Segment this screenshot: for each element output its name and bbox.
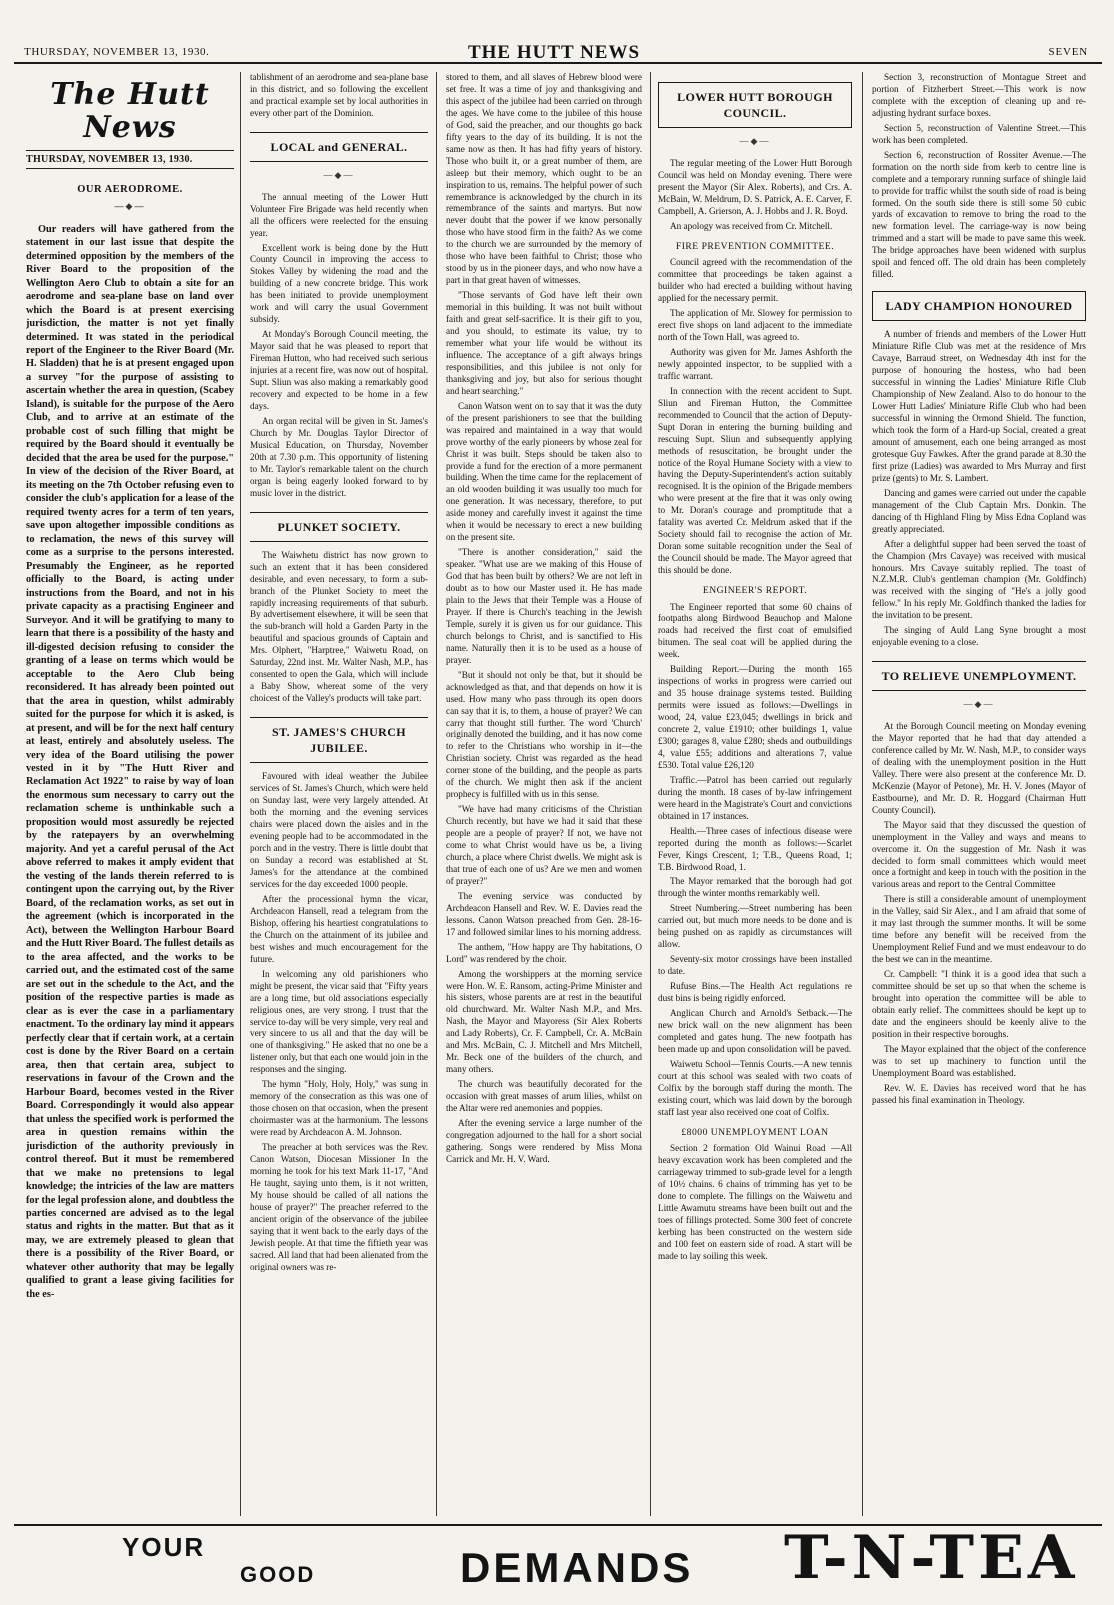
ad-your-text: YOUR <box>122 1532 206 1562</box>
column-rule <box>862 72 863 1516</box>
ad-demands-text: DEMANDS <box>460 1544 694 1591</box>
article-columns <box>14 72 1102 1520</box>
council-paragraph: Seventy-six motor crossings have been installed to date. <box>658 954 852 977</box>
editorial-paragraph: Our readers will have gathered from the statement in our last issue that despite the determined opposition by the members of the River Board to the proposition of the Wellington Aero Club to obtain a site for an aerodrome and sea-plane base on land over which the Board is at present exercising jurisdiction, the matter is not yet finally determined. It was stated in the periodical report of the Engineer to the River Board (Mr. H. Sladden) that he is at present engaged upon a survey "for the purpose of assisting to ascertain whether the area in question, (Scabey Island), is suitable for the purpose of the Aero Club, and to arrive at an estimate of the probable cost of such filling that might be required by the Board should it eventually be decided that the area be used for the purpose." In view of the decision of the River Board, at its meeting on the 7th October refusing even to consider the club's application for a lease of the required twenty acres for a term of ten years, save upon altogether impossible conditions as to reclamation, the news of this survey will come as a surprise to the persons interested. Presumably the Engineer, as he reported officially to the Board, is acting under instructions from the Board, and not in his private capacity as a practising Engineer and Surveyor. And it will be gratifying to many to learn that there is a possibility of the hasty and ill-digested decision refusing to consider the granting of a lease on terms which would be acceptable to the Aero Club being reconsidered. It has already been pointed out that the area in question, whilst admirably suited for the purpose for which it is asked, is at present, and will be for the next half century at least, entirely and absolutely useless. The very idea of the Board utilising the power vested in it by "The Hutt River and Reclamation Act 1922" to raise by way of loan the enormous sum necessary to carry out the reclamation scheme is unthinkable such a proposition would most assuredly be rejected by the ratepayers by an overwhelming majority. And yet a careful perusal of the Act above referred to makes it amply evident that the vesting of the lands therein referred to is contingent upon the carrying out, by the River Board, of the reclamation works, as set out in the agreement (which is incorporated in the Act), between the Wellington Harbour Board and the Hutt River Board. The fullest details as to the area affected, and the works to be carried out, and the estimated cost of the same are set out in the schedule to the Act, and the position of the respective parties is made as clear as is ever the case in a parliamentary enactment. To the ordinary lay mind it appears perfectly clear that if certain work, at a certain cost is done by the River Board on a certain area, then that certain area, subject to reservations in favour of the Crown and the Harbour Board, becomes vested in the River Board. Correspondingly it would also appear that unless the specified work is performed the area in question remains within the jurisdiction of the authority previously in control thereof. But it must be remembered that we make no pretensions to legal knowledge; the intricies of the law are matters for the legal profession alone, and doubtless the parties concerned are advised as to the legal status and rights in the matter. But that as it may, we are extremely pleased to glean that there is a possibility of the River Board, or whatever other authority that may be legally qualified to grant a lease giving facilities for the es- <box>26 223 234 1300</box>
editorial-continuation: tablishment of an aerodrome and sea-plane base in this district, and so following the excellent and practical example set by local authorities in every other part of the Dominion. <box>250 72 428 118</box>
unemployment-paragraph: The Mayor explained that the object of the conference was to set up machinery to function until the Unemployment Board was established. <box>872 1043 1086 1078</box>
jubilee-continued-paragraph: "But it should not only be that, but it should be acknowledged as that, and that depends on how it is used. How many who pass through its open doors can say that it is, to them, a house of prayer? We can carry that thought still further. The word 'Church' originally denoted the building, and it has now come to refer to the Christians who worship in it—the Christian society. Christ was regarded as the head corner stone of the building, and the people as parts of the church. We might then ask if the ancient prophecy is fulfilled with us in this sense. <box>446 669 642 800</box>
council-paragraph: The application of Mr. Slowey for permission to erect five shops on land adjacent to the immediate north of the Town Hall, was agreed to. <box>658 308 852 342</box>
jubilee-continued-paragraph: stored to them, and all slaves of Hebrew blood were set free. It was a time of joy and thanksgiving and this aspect of the jubilee had been carried on through the ages. We have come to the jubilee of this house of God, said the preacher, and our thoughts go back fifty years to the day of its building. It is not the same now as then. It has had fifty years of history. Those who built it, or a great number of them, are asleep but their memory, which ought to be an inspiration to us, remains. The helpful power of such remembrance is acknowledged by the church in its remembrance of the saints and martyrs. But now never doubt that the power if we know personally those who have stood firm in the faith? As we come to the church we are surrounded by the memory of those who have been faithful to Christ; those who stood by us in the pioneer days, and who now have a part in that great haven of witnesses. <box>446 72 642 286</box>
jubilee-continued-paragraph: "Those servants of God have left their own memorial in this building. It was not built without faith and great self-sacrifice. It is their gift to you, and you should, to estimate its value, try to remember what your life would be without its influence. The acceptance of a gift always brings responsibilities, and this jubilee is not only for thanksgiving and joy, but also for serious thought and heart searching." <box>446 290 642 396</box>
masthead-date: THURSDAY, NOVEMBER 13, 1930. <box>26 150 234 169</box>
council-paragraph: The regular meeting of the Lower Hutt Borough Council was held on Monday evening. There were present the Mayor (Sir Alex. Roberts), and Crs. A. McBain, W. Meldrum, D. S. Patrick, A. E. Carver, F. Campbell, A. Grierson, A. J. Hobbs and J. R. Boyd. <box>658 158 852 216</box>
page-header <box>14 12 1102 64</box>
engineer-report-heading: ENGINEER'S REPORT. <box>702 585 808 597</box>
council-paragraph: Building Report.—During the month 165 inspections of works in progress were carried out and 35 house drainage systems tested. Building permits were issued as follows:—Dwellings in wood, 24, value £23,045; dwellings in brick and concrete 2, value £1910; other buildings 1, value £300; garages 8, value £280; sheds and outbuildings 4, value £55; additions and alterations 7, value £530. Total value £26,120 <box>658 664 852 770</box>
ad-brand-text: T-N-TEA <box>784 1523 1079 1593</box>
jubilee-continued-paragraph: After the evening service a large number of the congregation adjourned to the hall for a short social gathering. Songs were rendered by Miss Mona Carrick and Mr. H. V. Ward. <box>446 1118 642 1164</box>
unemployment-heading: TO RELIEVE UNEMPLOYMENT. <box>872 661 1086 691</box>
council-paragraph: The Mayor remarked that the borough had got through the winter months remarkably well. <box>658 876 852 899</box>
lady-champion-paragraph: A number of friends and members of the Lower Hutt Miniature Rifle Club was met at the residence of Mrs Cavaye, Barraud street, on Wednesday 4th inst for the purpose of honouring the hostess, who had been successful in winning the Ladies' Miniature Rifle Club Championship of New Zealand. Also to do honour to the Lower Hutt Ladies' Miniature Rifle Club who had been successful in winning the Ormond Shield. The function, which took the form of a Hard-up Social, created a great amount of amusement, each one being arranged as most grotesque Guy Fawkes. After the grand parade at 8.30 the first prize (Ladies) was awarded to Mrs Murray and first prize (gents) to Mr. S. Lambert. <box>872 329 1086 483</box>
lady-champion-paragraph: After a delightful supper had been served the toast of the Champion (Mrs Cavaye) was received with musical honours. Mrs Cavaye suitably replied. The toast of N.Z.M.R. Club's gentleman champion (Mr. Goldfinch) was received with the singing of "He's a jolly good fellow." In his reply Mr. Goldfinch thanked the ladies for the invitation to be present. <box>872 538 1086 621</box>
column-1 <box>26 72 234 1516</box>
jubilee-continued-paragraph: Canon Watson went on to say that it was the duty of the present parishioners to see that the building was repaired and maintained in a way that would prove worthy of the early pioneers by whose zeal for Christ it was built. Steps should be taken also to provide a fund for the erection of a more permanent building. When the time came for the replacement of an old wooden building it was usually too much for one generation. It was necessary, therefore, to put aside money and carefully invest it against the time when it would be necessary to erect a new building on the present site. <box>446 400 642 543</box>
council-paragraph: Council agreed with the recommendation of the committee that proceedings be taken against a builder who had erected a building without having applied for the necessary permit. <box>658 257 852 304</box>
jubilee-paragraph: In welcoming any old parishioners who might be present, the vicar said that "Fifty years are a long time, but old associations especially religious ones, are very strong. I trust that the service to-day will be very simple, very real and very sincere to us all and that the day will be one of thanksgiving." He asked that no one be a listener only, but that each one would join in the responses and the singing. <box>250 968 428 1075</box>
jubilee-continued-paragraph: The evening service was conducted by Archdeacon Hansell and Rev. W. E. Davies read the lessons. Canon Watson preached from Gen. 28-16-17 and followed similar lines to his morning address. <box>446 890 642 937</box>
lady-champion-paragraph: The singing of Auld Lang Syne brought a most enjoyable evening to a close. <box>872 625 1086 648</box>
sections-paragraph: Section 6, reconstruction of Rossiter Avenue.—The formation on the north side from kerb to centre line is complete and a temporary running surface of shingle laid to provide for traffic whilst the south side of road is being formed. On the south side there is still some 50 cubic yards of excavation to remove to bring the road to the new formation level. The carriage-way is now being trimmed and a start will be made to pave same this week. The bridge approaches have been widened with surplus spoil and fenced off. The old drain has been completely filled. <box>872 149 1086 280</box>
column-rule <box>650 72 651 1516</box>
council-paragraph: Health.—Three cases of infectious disease were reported during the month as follows:—Scarlet Fever, Kings Crescent, 1; T.B., Queens Road, 1; T.B. Birdwood Road, 1. <box>658 825 852 872</box>
ornament-divider: —◆— <box>963 699 995 710</box>
jubilee-continued-paragraph: The church was beautifully decorated for the occasion with great masses of arum lilies, whilst on the Altar were red anemonies and poppies. <box>446 1079 642 1114</box>
unemployment-loan-heading: £8000 UNEMPLOYMENT LOAN <box>681 1126 829 1138</box>
jubilee-paragraph: The hymn "Holy, Holy, Holy," was sung in memory of the consecration as this was one of those chosen on that occasion, when the present choirmaster was at the harmonium. The lessons were read by Archdeacon A. M. Johnson. <box>250 1079 428 1138</box>
newspaper-page <box>14 12 1102 1592</box>
jubilee-continued-paragraph: "There is another consideration," said the speaker. "What use are we making of this House of God that has been built by others? We are not left in doubt as to how our Master used it. He has made plain to the Jews that their Temple was a House of Prayer. If there is Church's teaching in the Jewish Temple, surely it is given us for our guidance. This church belongs to Christ, and is sanctified to His name. Naturally then it is to be used as a house of prayer. <box>446 547 642 665</box>
council-paragraph: The Engineer reported that some 60 chains of footpaths along Birdwood Beauchop and Malone roads had received the first coat of emulsified bitumen. The seal coat will be applied during the week. <box>658 601 852 660</box>
unemployment-paragraph: Rev. W. E. Davies has received word that he has passed his final examination in Theology. <box>872 1082 1086 1105</box>
sections-paragraph: Section 3, reconstruction of Montague Street and portion of Fitzherbert Street.—This work is now complete with the exception of cleaning up and re-adjusting hydrant surface boxes. <box>872 72 1086 118</box>
council-paragraph: An apology was received from Cr. Mitchell. <box>670 220 833 231</box>
jubilee-paragraph: Favoured with ideal weather the Jubilee services of St. James's Church, which were held on Sunday last, were very largely attended. At both the morning and the evening services chairs were placed down the aisles and in the evening people had to be accommodated in the porch and in the vestry. There is little doubt that on Sunday a record was established at St. James's for the attendance at the combined services for the day exceeded 1000 people. <box>250 771 428 890</box>
column-rule <box>240 72 241 1516</box>
council-paragraph: Waiwetu School—Tennis Courts.—A new tennis court at this school was sealed with two coats of Colfix by the borough staff during the month. The existing court, which was laid down by the borough staff last year also received one coat of Colfix. <box>658 1058 852 1117</box>
header-page-number: SEVEN <box>1048 46 1088 58</box>
masthead: The Hutt News <box>50 77 210 145</box>
unemployment-paragraph: The Mayor said that they discussed the question of unemployment in the Valley and ways and means to overcome it. On the suggestion of Mr. Nash it was decided to form small committees which would meet once a fortnight and keep in touch with the position in the various areas and report to the Central Committee <box>872 819 1086 890</box>
header-date: THURSDAY, NOVEMBER 13, 1930. <box>24 46 210 58</box>
plunket-paragraph: The Waiwhetu district has now grown to such an extent that it has been considered desirable, and even necessary, to form a sub-branch of the Plunket Society to meet the rapidly increasing requirements of that suburb. By advertisement elsewhere, it will be seen that the sub-branch will hold a Garden Party in the beautiful and spacious grounds of Captain and Mrs. Olphert, "Harptree," Waiwetu Road, on Saturday, 22nd inst. Mr. Walter Nash, M.P., has consented to open the Gala, which will include a Baby Show, whereat some of the very choicest of the Valley's products will take part. <box>250 549 428 704</box>
unemployment-paragraph: Cr. Campbell: "I think it is a good idea that such a committee should be set up so that when the scheme is brought into operation the committee will be able to obtain early relief. The committees should be kept up to date and the engineers should be keenly alive to the position in their respective boroughs. <box>872 969 1086 1039</box>
ornament-divider: —◆— <box>323 170 355 180</box>
local-paragraph: An organ recital will be given in St. James's Church by Mr. Douglas Taylor Director of Musical Education, on Thursday, November 20th at 7.30 p.m. This opportunity of listening to Mr. Taylor's remarkable talent on the church organ is being eagerly looked forward to by music lover in the district. <box>250 415 428 498</box>
ad-good-text: GOOD <box>240 1562 316 1587</box>
column-5 <box>872 72 1086 1516</box>
tea-advertisement <box>14 1524 1102 1592</box>
council-paragraph: Traffic.—Patrol has been carried out regularly during the month. 18 cases of by-law infringement were heard in the Magistrate's Court and convictions obtained in 17 instances. <box>658 774 852 821</box>
council-paragraph: Authority was given for Mr. James Ashforth the newly appointed inspector, to be supplied with a traffic warrant. <box>658 346 852 381</box>
local-paragraph: At Monday's Borough Council meeting, the Mayor said that he was pleased to report that Fireman Hutton, who had received such serious injuries at a recent fire, was now out of hospital. Supt. Sliun was also making a remarkably good recovery and expected to be home in a few days. <box>250 329 428 411</box>
council-paragraph: Section 2 formation Old Wainui Road —All heavy excavation work has been completed and the carriageway trimmed to sub-grade level for a length of 10½ chains. 6 chains of trimming has yet to be done to complete. The fillings on the Waiwetu and Little Awamutu streams have been built out and the toes of fillings protected. Some 300 feet of concrete kerbing has been constructed on the western side and 100 feet on eastern side of road. A start will be made to lay soiling this week. <box>658 1143 852 1261</box>
fire-prevention-heading: FIRE PREVENTION COMMITTEE. <box>675 240 835 252</box>
council-paragraph: Rufuse Bins.—The Health Act regulations re dust bins is being rigidly enforced. <box>658 981 852 1004</box>
council-paragraph: Anglican Church and Arnold's Setback.—The new brick wall on the new alignment has been completed and gates hung. The new footpath has been made up and upon consolidation will be paved. <box>658 1008 852 1054</box>
plunket-heading: PLUNKET SOCIETY. <box>250 512 428 542</box>
local-general-heading: LOCAL and GENERAL. <box>250 132 428 162</box>
lady-champion-paragraph: Dancing and games were carried out under the capable management of the Club Captain Mrs. Donkin. The dancing of th Highland Fling by Miss Edna Copland was greatly appreciated. <box>872 487 1086 534</box>
editorial-heading: OUR AERODROME. <box>77 184 183 196</box>
lady-champion-heading: LADY CHAMPION HONOURED <box>872 291 1086 321</box>
jubilee-paragraph: The preacher at both services was the Rev. Canon Watson, Diocesan Missioner In the morning he took for his text Mark 11-17, "And He taught, saying unto them, is it not written, My house should be called of all nations the house of prayer?" The preacher referred to the ancient origin of the observance of the jubilee saying that it went back to the early days of the Jewish people. At that time the fiftieth year was sacred. All land that had been alienated from the original owners was re- <box>250 1142 428 1272</box>
council-paragraph: In connection with the recent accident to Supt. Sliun and Fireman Hutton, the Committee recommended to Council that the action of Deputy-Supt Doran in entering the burning building and rescuing Supt. Sliun and subsequently applying methods of resuscitation, be brought under the notice of the Royal Humane Society with a view to having the Deputy-Superintendent's action suitably recognised. It is the opinion of the Brigade members who were present at the fire that it was only owing to Mr. Doran's courage and promptitude that a fatality was averted Cr. Meldrum asked that if the Society should fail to recognise the action of Mr. Doran some suitable recognition under the Seal of the Council should be made. The Mayor agreed that this should be done. <box>658 385 852 576</box>
jubilee-paragraph: After the processional hymn the vicar, Archdeacon Hansell, read a telegram from the Bishop, offering his heartiest congratulations to the Church on the attainment of its jubilee and best wishes and much encouragement for the future. <box>250 894 428 964</box>
column-2 <box>250 72 428 1516</box>
borough-council-heading: LOWER HUTT BOROUGH COUNCIL. <box>658 82 852 128</box>
ornament-divider: —◆— <box>739 136 771 147</box>
header-title: THE HUTT NEWS <box>467 42 641 63</box>
ornament-divider: —◆— <box>114 200 146 211</box>
jubilee-continued-paragraph: "We have had many criticisms of the Christian Church recently, but have we had it said that these people are a people of prayer? If not, we have not come to what Christ would have us be, a living church, a place where Christ dwells. We might ask is that true of each one of us? Are we men and women of prayer?" <box>446 804 642 886</box>
unemployment-paragraph: There is still a considerable amount of unemployment in the Valley, said Sir Alex., and I am afraid that some of it may last through the summer months. It will be some time before any benefit will be received from the Unemployment Relief Fund and we must endeavour to do the best we can in the meantime. <box>872 894 1086 965</box>
column-3 <box>446 72 642 1516</box>
jubilee-continued-paragraph: Among the worshippers at the morning service were Hon. W. E. Ransom, acting-Prime Minister and his sisters, whose parents are at rest in the beautiful old churchward. Mr. Walter Nash M.P., and Mrs. Nash, the Mayor and Mayoress (Sir Alex Roberts and Lady Roberts), Cr. F. Campbell, Cr. A. McBain and Mrs. McBain, C. J. Mitchell and Mrs Mitchell, Mr. Beck one of the builders of the church, and many others. <box>446 968 642 1075</box>
local-paragraph: The annual meeting of the Lower Hutt Volunteer Fire Brigade was held recently when all the officers were reelected for the ensuing year. <box>250 191 428 238</box>
council-paragraph: Street Numbering.—Street numbering has been carried out, but much more needs to be done and is being pushed on as rapidly as circumstances will allow. <box>658 903 852 950</box>
jubilee-heading: ST. JAMES'S CHURCH JUBILEE. <box>250 717 428 763</box>
local-paragraph: Excellent work is being done by the Hutt County Council in improving the access to Stokes Valley by widening the road and the building of a new concrete bridge. This work has been initiated to provide unemployment work and will carry the usual Government subsidy. <box>250 242 428 325</box>
column-rule <box>436 72 437 1516</box>
jubilee-continued-paragraph: The anthem, "How happy are Thy habitations, O Lord" was rendered by the choir. <box>446 941 642 964</box>
column-4 <box>658 72 852 1516</box>
sections-paragraph: Section 5, reconstruction of Valentine Street.—This work has been completed. <box>872 122 1086 145</box>
unemployment-paragraph: At the Borough Council meeting on Monday evening the Mayor reported that he had that day attended a conference called by Mr. W. Nash, M.P., to consider ways of dealing with the unemployment position in the Hutt Valley. There were also present at the conference Mr. D. McKenzie (Mayor of Petone), Mr. H. V. Jones (Mayor of Eastbourne), and Mr. D. R. Hoggard (Chairman Hutt County Council). <box>872 721 1086 815</box>
